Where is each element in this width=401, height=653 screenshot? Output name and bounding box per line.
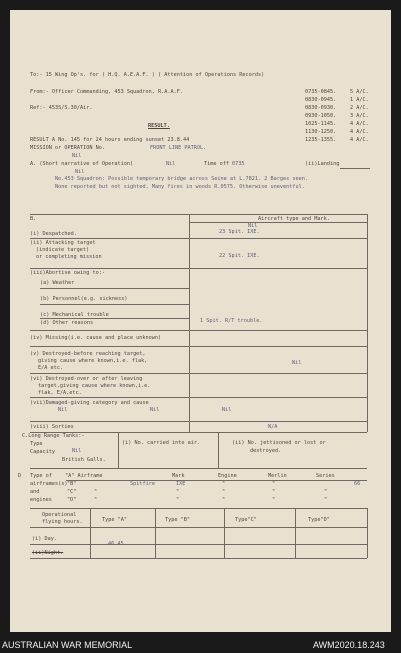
column-header: Mark bbox=[172, 473, 185, 479]
ops-type-header: Type "A" bbox=[102, 517, 127, 523]
row-label: (vii)Damaged-giving category and cause bbox=[30, 400, 149, 406]
time-entry: 0930-1050. bbox=[305, 113, 337, 119]
airframes-label: airframes(s) bbox=[30, 481, 68, 487]
document-title: RESULT. bbox=[148, 123, 170, 129]
result-number: RESULT A No. 145 for 24 hours ending sunset 23.8.44 bbox=[30, 137, 190, 143]
section-d-label: D bbox=[18, 473, 22, 479]
landing-underline bbox=[340, 168, 370, 169]
row-label: (a) Weather bbox=[40, 280, 75, 286]
table-rule bbox=[30, 468, 367, 469]
damaged-nil: Nil bbox=[58, 407, 68, 413]
ops-night-label: (ii)Night. bbox=[32, 550, 64, 556]
nil-note: Nil bbox=[72, 153, 82, 159]
table-column-rule bbox=[118, 432, 119, 468]
landing-label: (ii)Landing bbox=[305, 161, 340, 167]
ops-type-header: Type"C" bbox=[235, 517, 257, 523]
time-entry: 0830-0945. bbox=[305, 97, 337, 103]
table-column-rule bbox=[295, 508, 296, 558]
row-label: giving cause where known,i.e. flak, bbox=[38, 358, 148, 364]
table-column-rule bbox=[90, 508, 91, 558]
merlin-value: " bbox=[272, 489, 276, 495]
table-rule bbox=[30, 330, 367, 331]
aircraft-count: 5 A/C. bbox=[350, 89, 369, 95]
row-value: 23 Spit. IXE. bbox=[219, 229, 260, 235]
and-label: and bbox=[30, 489, 40, 495]
row-value: 1 Spit. R/T trouble. bbox=[200, 318, 263, 324]
time-entry: 0735-0845. bbox=[305, 89, 337, 95]
engine-value: " bbox=[222, 481, 226, 487]
tank-type-label: Type bbox=[30, 441, 43, 447]
time-entry: 0830-0930. bbox=[305, 105, 337, 111]
damaged-nil: Nil bbox=[150, 407, 160, 413]
table-rule bbox=[40, 304, 189, 305]
row-label: (c) Mechanical trouble bbox=[40, 312, 109, 318]
table-column-rule bbox=[367, 508, 368, 558]
row-letter: "B" bbox=[67, 481, 77, 487]
time-entry: 1130-1250. bbox=[305, 129, 337, 135]
row-label: or completing mission bbox=[36, 254, 102, 260]
row-value: 22 Spit. IXE. bbox=[219, 253, 260, 259]
section-c-label: C.Long Range Tanks:- bbox=[22, 433, 85, 439]
table-rule bbox=[40, 318, 189, 319]
row-label: (iv) Missing(i.e. cause and place unknown) bbox=[30, 335, 162, 341]
table-rule bbox=[30, 508, 367, 509]
mission-label: MISSION or OPERATION No. bbox=[30, 145, 105, 151]
tanks-destroyed-label: destroyed. bbox=[250, 448, 282, 454]
section-b-label: B. bbox=[30, 216, 37, 222]
damaged-nil: Nil bbox=[222, 407, 232, 413]
aircraft-count: 4 A/C. bbox=[350, 121, 369, 127]
aircraft-count: 4 A/C. bbox=[350, 137, 369, 143]
table-column-rule bbox=[189, 214, 190, 432]
row-letter: "D" bbox=[67, 497, 77, 503]
archive-id: AWM2020.18.243 bbox=[313, 640, 385, 650]
mark-value: " bbox=[176, 497, 180, 503]
table-rule bbox=[30, 268, 367, 269]
narrative-line: None reported but not sighted. Many fires in woods R.0575. Otherwise uneventful. bbox=[55, 184, 305, 190]
airframe-value: Spitfire bbox=[130, 481, 155, 487]
sorties-label: (viii) Sorties bbox=[30, 424, 74, 430]
table-column-rule bbox=[367, 214, 368, 432]
aircraft-type-header: Aircraft type and Mark. bbox=[258, 216, 330, 222]
time-entry: 1025-1145. bbox=[305, 121, 337, 127]
nil-note: Nil bbox=[248, 223, 258, 229]
tank-capacity-value: Nil bbox=[72, 448, 82, 454]
time-entry: 1235-1355. bbox=[305, 137, 337, 143]
engine-value: " bbox=[222, 497, 226, 503]
ops-type-header: Type"D" bbox=[308, 517, 330, 523]
tanks-carried-label: (i) No. carried into air. bbox=[122, 440, 201, 446]
engines-label: engines bbox=[30, 497, 52, 503]
table-rule bbox=[30, 238, 367, 239]
section-a-label: A. (Short narrative of Operation) bbox=[30, 161, 134, 167]
table-rule bbox=[30, 373, 367, 374]
table-rule bbox=[40, 288, 189, 289]
archive-name: AUSTRALIAN WAR MEMORIAL bbox=[2, 640, 133, 650]
airframe-value: " bbox=[94, 497, 98, 503]
series-value: " bbox=[324, 489, 328, 495]
tanks-jettisoned-label: (ii) No. jettisoned or lost or bbox=[232, 440, 326, 446]
table-rule bbox=[30, 558, 367, 559]
tank-units: British Galls. bbox=[62, 457, 106, 463]
table-rule bbox=[30, 346, 367, 347]
aircraft-count: 1 A/C. bbox=[350, 97, 369, 103]
row-letter: "C" bbox=[67, 489, 77, 495]
column-header: "A" Airframe bbox=[65, 473, 103, 479]
column-header: Merlin bbox=[268, 473, 287, 479]
ops-day-value: 46.45. bbox=[108, 541, 127, 547]
table-rule bbox=[66, 480, 367, 481]
row-label: (vi) Destroyed-over or after leaving bbox=[30, 376, 143, 382]
column-header: Engine bbox=[218, 473, 237, 479]
row-label: (indicate target) bbox=[36, 247, 90, 253]
section-a-nil: Nil bbox=[166, 161, 176, 167]
row-label: (iii)Abortive owing to:- bbox=[30, 270, 105, 276]
mark-value: " bbox=[176, 489, 180, 495]
table-rule bbox=[30, 544, 367, 545]
column-header: Series bbox=[316, 473, 335, 479]
series-value: " bbox=[324, 497, 328, 503]
tank-capacity-label: Capacity bbox=[30, 449, 55, 455]
mark-value: IXE bbox=[176, 481, 186, 487]
merlin-value: " bbox=[272, 481, 276, 487]
to-line: To:- 15 Wing Op's. for ( H.Q. A.E.A.F. ) ( Attention of Operations Records) bbox=[30, 72, 265, 78]
ops-label: Operational bbox=[42, 512, 77, 518]
airframe-value: " bbox=[94, 489, 98, 495]
mission-value: FRONT LINE PATROL. bbox=[150, 145, 207, 151]
ref-line: Ref:- 453S/S.30/Air. bbox=[30, 105, 93, 111]
from-line: From:- Officer Commanding, 453 Squadron, R.A.A.F. bbox=[30, 89, 184, 95]
table-rule bbox=[30, 397, 367, 398]
ops-type-header: Type "B" bbox=[165, 517, 190, 523]
row-label: (b) Personnel(e.g. sickness) bbox=[40, 296, 128, 302]
row-label: (i) Despatched. bbox=[30, 231, 77, 237]
row-label: target,giving cause where known,i.e. bbox=[38, 383, 151, 389]
table-column-rule bbox=[155, 508, 156, 558]
table-rule bbox=[30, 214, 367, 215]
sorties-value: N/A bbox=[268, 424, 278, 430]
ops-day-label: (i) Day. bbox=[32, 536, 57, 542]
time-off-value: 0735 bbox=[232, 161, 245, 167]
ops-label: flying hours. bbox=[42, 519, 83, 525]
table-rule bbox=[189, 222, 367, 223]
table-rule bbox=[30, 527, 367, 528]
row-label: (d) Other reasons bbox=[40, 320, 94, 326]
row-label: flak, E/A,etc. bbox=[38, 390, 82, 396]
table-column-rule bbox=[218, 432, 219, 468]
type-of-label: Type of bbox=[30, 473, 52, 479]
aircraft-count: 2 A/C. bbox=[350, 105, 369, 111]
engine-value: " bbox=[222, 489, 226, 495]
time-off-label: Time off bbox=[204, 161, 229, 167]
table-column-rule bbox=[224, 508, 225, 558]
aircraft-count: 3 A/C. bbox=[350, 113, 369, 119]
nil-note: Nil bbox=[75, 169, 85, 175]
row-label: E/A etc. bbox=[38, 365, 63, 371]
narrative-line: No.453 Squadron: Possible temporary bridge across Seine at L.7821. 2 Barges seen. bbox=[55, 176, 308, 182]
row-label: (v) Destroyed-before reaching target, bbox=[30, 351, 146, 357]
merlin-value: " bbox=[272, 497, 276, 503]
row-label: (ii) Attacking target bbox=[30, 240, 96, 246]
series-value: 66 bbox=[354, 481, 361, 487]
table-rule bbox=[30, 421, 367, 422]
row-value: Nil bbox=[292, 360, 302, 366]
aircraft-count: 4 A/C. bbox=[350, 129, 369, 135]
